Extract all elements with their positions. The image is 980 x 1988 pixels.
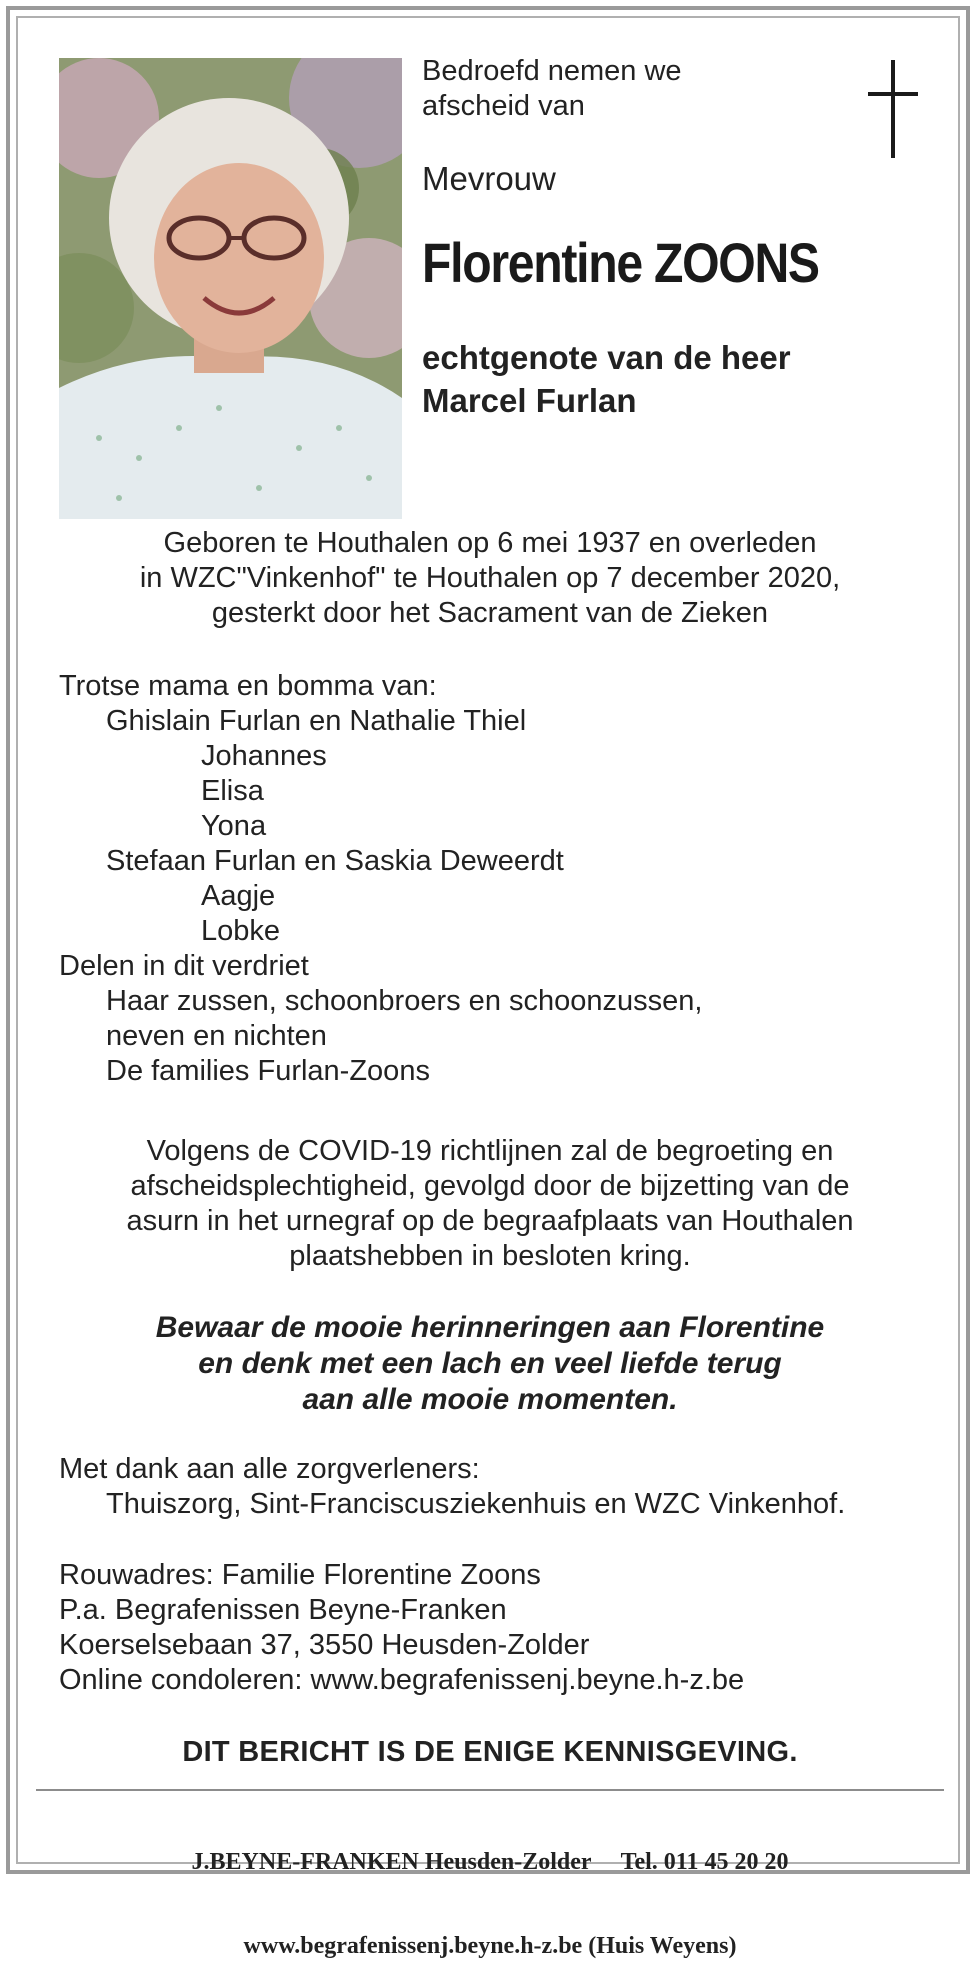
grandchild-name: Johannes [201,740,327,772]
share-line: neven en nichten [106,1020,327,1052]
covid-line: asurn in het urnegraf op de begraafplaats van Houthalen [126,1205,854,1237]
footer-website-link[interactable]: www.begrafenissenj.beyne.h-z.be (Huis Weyens) [243,1933,737,1959]
grandchild-name: Lobke [201,915,281,947]
final-notice: DIT BERICHT IS DE ENIGE KENNISGEVING. [182,1736,798,1768]
address-line: P.a. Begrafenissen Beyne-Franken [59,1594,507,1626]
birth-line: in WZC"Vinkenhof" te Houthalen op 7 december 2020, [139,562,841,594]
covid-line: plaatshebben in besloten kring. [289,1240,691,1272]
condolence-link[interactable]: Online condoleren: www.begrafenissenj.beyne.h-z.be [59,1664,745,1696]
title-honorific: Mevrouw [422,160,556,197]
portrait-photo [59,58,402,519]
grandchild-name: Yona [201,810,267,842]
covid-notice [40,1134,940,1274]
footer-divider [36,1789,944,1791]
intro-line: afscheid van [422,90,585,122]
proud-heading: Trotse mama en bomma van: [59,670,437,702]
footer-line: J.BEYNE-FRANKEN Heusden-Zolder Tel. 011 45 20 20 [191,1849,789,1875]
covid-line: Volgens de COVID-19 richtlijnen zal de begroeting en [146,1135,834,1167]
child-name: Stefaan Furlan en Saskia Deweerdt [106,845,564,877]
birth-line: Geboren te Houthalen op 6 mei 1937 en overleden [163,527,817,559]
thanks-heading: Met dank aan alle zorgverleners: [59,1453,480,1485]
address-line: Rouwadres: Familie Florentine Zoons [59,1559,541,1591]
share-heading: Delen in dit verdriet [59,950,309,982]
funeral-home-footer [40,1792,940,1988]
memorial-motto [40,1310,940,1418]
address-section [59,1558,744,1698]
intro-line: Bedroefd nemen we [422,55,682,87]
motto-line: Bewaar de mooie herinneringen aan Florentine [155,1311,825,1344]
thanks-section [59,1452,845,1522]
family-list [59,669,702,1089]
spouse-line: Marcel Furlan [422,382,637,419]
spouse-line: echtgenote van de heer [422,339,791,376]
birth-line: gesterkt door het Sacrament van de Zieken [211,597,769,629]
cross-icon [862,60,922,160]
address-line: Koerselsebaan 37, 3550 Heusden-Zolder [59,1629,590,1661]
covid-line: afscheidsplechtigheid, gevolgd door de bijzetting van de [130,1170,850,1202]
thanks-line: Thuiszorg, Sint-Franciscusziekenhuis en WZC Vinkenhof. [106,1488,846,1520]
child-name: Ghislain Furlan en Nathalie Thiel [106,705,527,737]
intro-text [422,54,682,124]
motto-line: aan alle mooie momenten. [302,1383,678,1416]
share-line: Haar zussen, schoonbroers en schoonzussen, [106,985,703,1017]
grandchild-name: Elisa [201,775,264,807]
motto-line: en denk met een lach en veel liefde terug [198,1347,782,1380]
spouse-text [422,336,791,422]
share-line: De families Furlan-Zoons [106,1055,430,1087]
deceased-name: Florentine ZOONS [422,231,819,294]
grandchild-name: Aagje [201,880,276,912]
birth-details [40,526,940,631]
